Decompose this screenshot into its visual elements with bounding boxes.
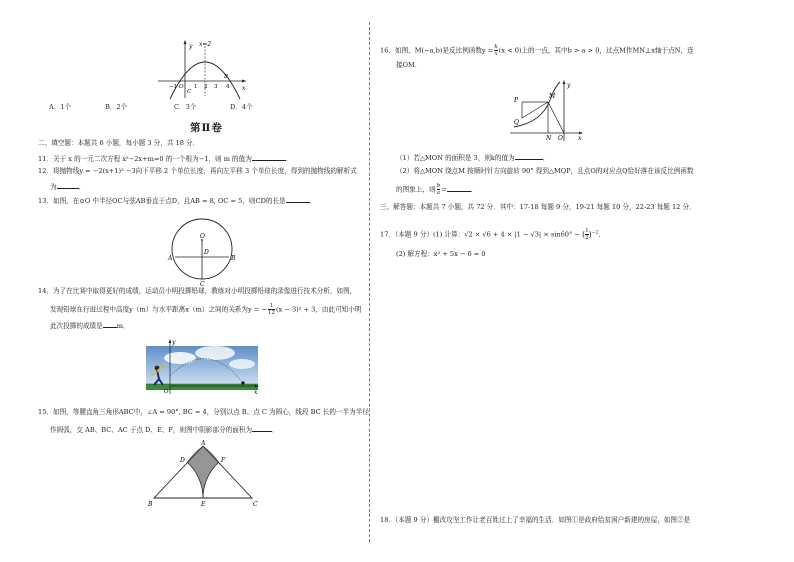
question-14-line2: 发现铅球在行进过程中高度y（m）与水平距离x（m）之间的关系为y = − $\frac{1}{12}$ (x − 3)² + 3，由此可知小明	[50, 303, 362, 316]
q15-point-b: B	[148, 501, 153, 508]
q16-point-p: P	[514, 97, 519, 104]
q10-line-label: x=2	[199, 41, 212, 48]
question-17-part1: 17．（本题 9 分）(1) 计算：√2 × √6 + 4 × |1 − √3| × sin60° − ( $\frac{1}{2}$ )$^{-2}$．	[380, 228, 606, 241]
question-16-line1: 16．如图，M(−a,b)是反比例函数y = $\frac{k}{x}$ (x < 0)上的一点，其中b > a > 0，过点M作MN⊥x轴于点N，连	[380, 44, 694, 57]
q16-point-q: Q	[514, 119, 519, 126]
question-13: 13．如图，在⊙O 中半径OC与弦AB垂直于点D，且AB = 8, OC = 5，则CD的长是 ．	[38, 197, 317, 205]
q16-ratio-denominator: a	[436, 190, 440, 196]
q14-shot-put-figure	[140, 338, 260, 396]
q17-exponent: −2	[591, 230, 599, 236]
right-column	[370, 0, 794, 562]
question-15-line2: 作圆弧，交 AB、BC、AC 于点 D、E、F，则图中阴影部分的面积为 ．	[50, 426, 279, 434]
q10-option-c: C．3个	[174, 103, 197, 111]
q15-point-e: E	[201, 501, 206, 508]
q16-ratio-numerator: b	[436, 183, 441, 189]
q13-point-a: A	[168, 255, 173, 262]
q10-option-b: B．2个	[105, 103, 128, 111]
q14-y-label: y	[172, 339, 176, 346]
question-16-part2-line1: （2）将△MON 绕点M 按顺时针方向旋转 90° 得到△MQP，且点O的对应点Q恰好落在该反比例函数	[396, 167, 694, 175]
q10-point-c: C	[187, 89, 192, 95]
q16-y-label: y	[567, 82, 571, 89]
q16-point-o: O	[558, 135, 563, 142]
q17-fraction-numerator: 1	[585, 228, 589, 234]
q10-tick-1: 1	[194, 84, 198, 90]
q16-point-m: M	[549, 93, 556, 100]
section-2-header: 二、填空题：本题共 6 小题，每小题 3 分，共 18 分．	[38, 139, 200, 147]
q13-point-b: B	[231, 255, 236, 262]
question-18: 18．（本题 9 分）棚改攻坚工作让老百姓过上了幸福的生活．如图①是政府给贫困户新建的房屋，如图②是	[380, 516, 691, 524]
q10-tick-3: 3	[214, 84, 218, 90]
question-16-part1: （1）若△MON 的面积是 3，则k的值为 ．	[396, 154, 550, 162]
question-15-line1: 15．如图，等腰直角三角形ABC中，∠A = 90°, BC = 4，分别以点 B、点 C 为圆心，线段 BC 长的一半为半径	[38, 408, 369, 416]
q10-tick-4: 4	[226, 84, 230, 90]
question-12-line2: 为 ．	[50, 183, 86, 191]
q15-point-d: D	[180, 457, 185, 464]
section-3-header: 三、解答题：本题共 7 小题，共 72 分．其中：17-18 每题 9 分，19-21 每题 10 分，22-23 每题 12 分．	[380, 203, 696, 211]
question-14-line3: 此次投掷的成绩是 m．	[50, 322, 130, 330]
q15-point-f: F	[221, 457, 226, 464]
question-11: 11．关于 x 的一元二次方程 x²−2x+m=0 的一个根为−1，则 m 的值为 ．	[38, 155, 293, 163]
q10-origin: O	[179, 84, 184, 90]
q10-parabola-graph	[156, 38, 248, 100]
q10-point-b: B	[224, 74, 229, 80]
q17-fraction-denominator: 2	[585, 235, 589, 241]
q15-point-c: C	[253, 501, 258, 508]
question-16-part2-line2: 的图象上，则 $\frac{b}{a}$ = ．	[396, 183, 478, 196]
q10-option-a: A．1个	[49, 103, 72, 111]
q16-fraction-denominator: x	[494, 51, 498, 57]
part-two-title: 第Ⅱ卷	[190, 122, 223, 134]
q15-triangle-figure	[144, 440, 262, 510]
q16-fraction-numerator: k	[494, 44, 498, 50]
q14-x-label: x	[254, 389, 258, 396]
q15-point-a: A	[201, 440, 206, 447]
q14-fraction-numerator: 1	[269, 303, 274, 309]
q16-x-label: x	[578, 135, 582, 142]
q14-origin: O	[164, 389, 169, 395]
q13-circle-figure	[164, 214, 240, 288]
question-12-line1: 12．将抛物线y = −2(x+1)² −3向下平移 2 个单位长度，再向左平移 3 个单位长度，得到的抛物线的解析式	[38, 167, 357, 175]
q14-fraction-denominator: 12	[267, 310, 275, 316]
q10-tick-2: 2	[204, 84, 208, 90]
q13-point-c: C	[200, 281, 205, 288]
q13-point-o: O	[200, 233, 205, 240]
question-17-part2: (2) 解方程：x² + 5x − 6 = 0	[396, 250, 486, 258]
q10-x-label: x	[242, 85, 246, 92]
q13-point-d: D	[204, 249, 209, 256]
question-14-line1: 14．为了在比赛中取得更好的成绩，运动员小明投掷铅球，教练对小明投掷铅球的录像进行技术分析，如图，	[38, 287, 357, 295]
q10-tick-minus1: −1	[169, 84, 178, 90]
left-column	[0, 0, 370, 562]
q16-hyperbola-figure	[508, 78, 584, 142]
q16-point-n: N	[546, 135, 552, 142]
question-16-line2: 接OM．	[396, 61, 422, 69]
q10-y-label: y	[189, 43, 193, 50]
q10-option-d: D．4个	[230, 103, 253, 111]
